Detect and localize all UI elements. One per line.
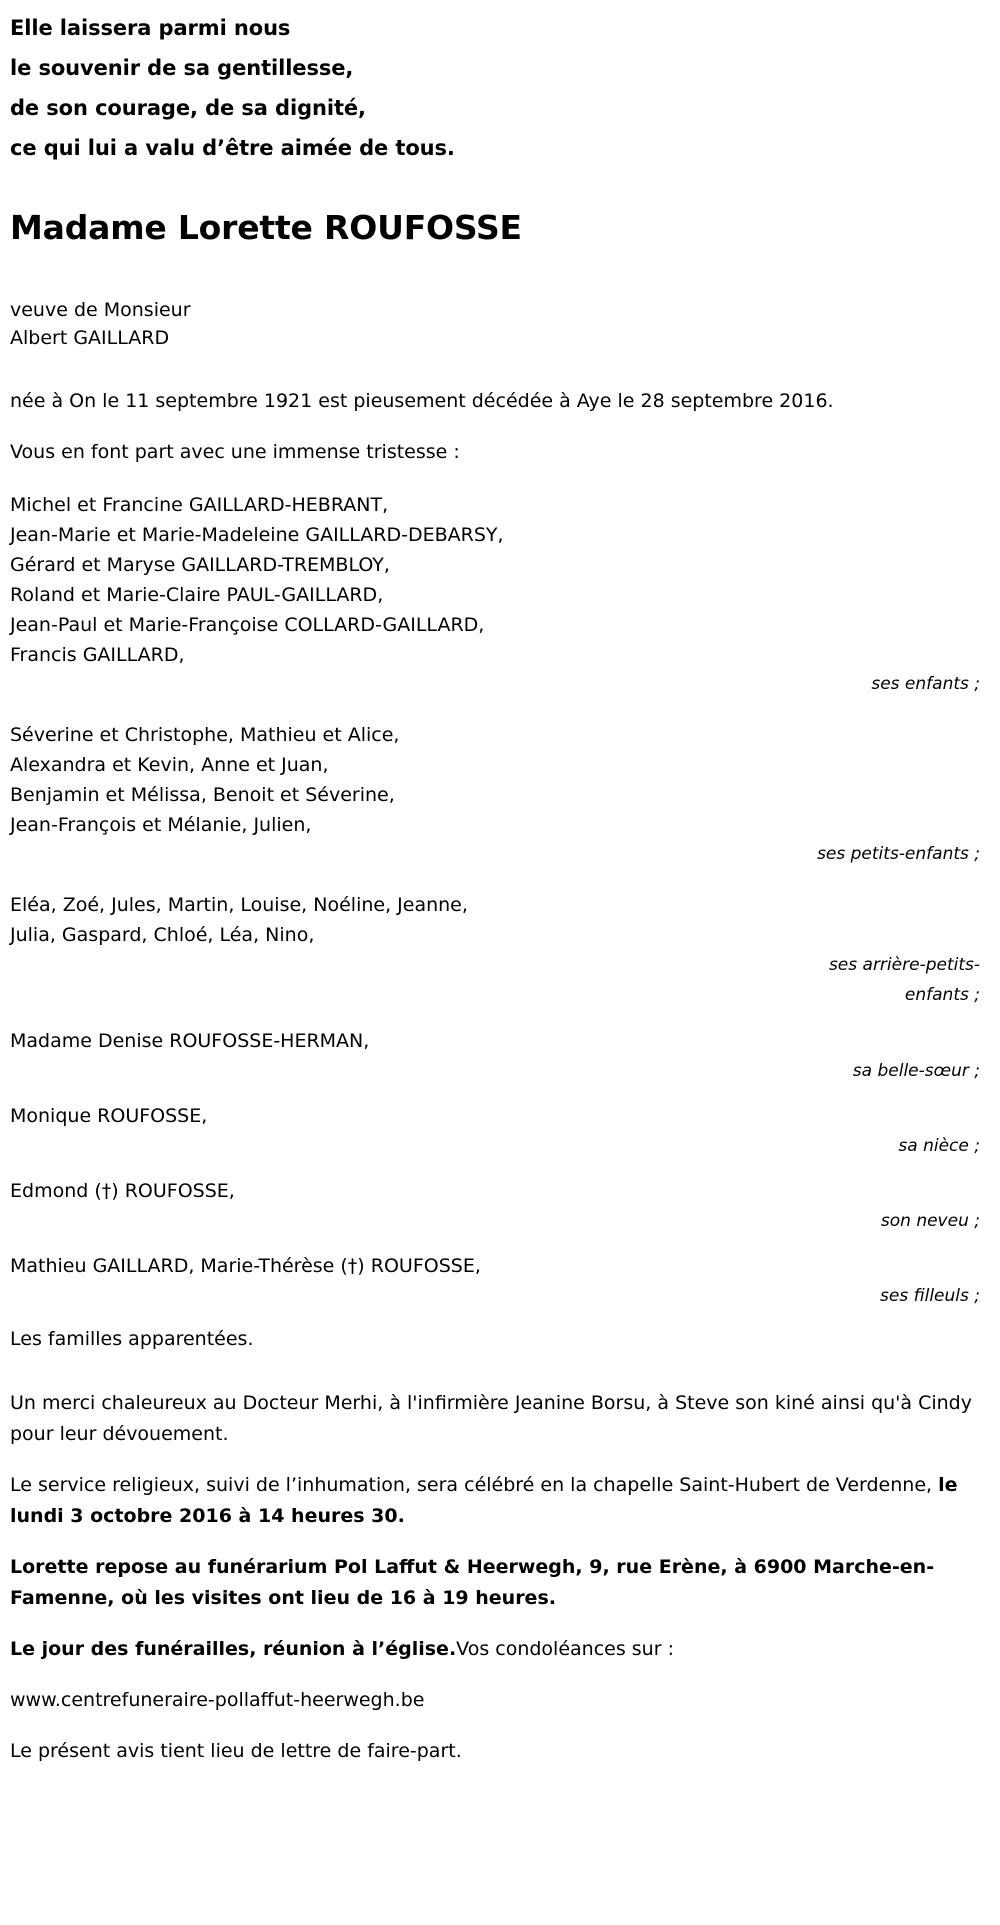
service-paragraph	[10, 1470, 990, 1532]
funerarium-paragraph	[10, 1552, 990, 1614]
family-member: Jean-François et Mélanie, Julien,	[10, 814, 312, 836]
family-group-great-grandchildren	[10, 890, 990, 1010]
family-member: Jean-Marie et Marie-Madeleine GAILLARD-DEBARSY,	[10, 524, 504, 546]
relation-label-children: ses enfants ;	[871, 674, 980, 694]
relation-label-great-grandchildren-line1: ses arrière-petits-	[828, 955, 980, 975]
family-member: Francis GAILLARD,	[10, 644, 185, 666]
announcement: Vous en font part avec une immense tristesse :	[10, 441, 460, 463]
kin-name: Mathieu GAILLARD, Marie-Thérèse (†) ROUFOSSE,	[10, 1255, 481, 1277]
verse-line-2: le souvenir de sa gentillesse,	[10, 56, 354, 80]
opening-verse	[10, 0, 990, 168]
kin-niece	[10, 1101, 990, 1160]
family-member: Julia, Gaspard, Chloé, Léa, Nino,	[10, 924, 315, 946]
relation-label-nephew: son neveu ;	[880, 1211, 980, 1231]
family-member: Michel et Francine GAILLARD-HEBRANT,	[10, 494, 389, 516]
spouse-prefix: veuve de Monsieur	[10, 299, 191, 321]
family-member: Gérard et Maryse GAILLARD-TREMBLOY,	[10, 554, 390, 576]
deceased-name: Madame Lorette ROUFOSSE	[10, 208, 522, 247]
spouse-block	[10, 296, 990, 352]
family-member: Roland et Marie-Claire PAUL-GAILLARD,	[10, 584, 384, 606]
kin-nephew	[10, 1176, 990, 1235]
kin-name: Madame Denise ROUFOSSE-HERMAN,	[10, 1030, 370, 1052]
related-families: Les familles apparentées.	[10, 1328, 254, 1350]
funerarium-text: Lorette repose au funérarium Pol Laffut & Heerwegh, 9, rue Erène, à 6900 Marche-en-Famenne, où les visites ont lieu de 16 à 19 heures.	[10, 1556, 935, 1609]
gathering-bold: Le jour des funérailles, réunion à l’église.	[10, 1638, 457, 1660]
family-member: Eléa, Zoé, Jules, Martin, Louise, Noéline, Jeanne,	[10, 894, 468, 916]
verse-line-1: Elle laissera parmi nous	[10, 16, 291, 40]
family-member: Alexandra et Kevin, Anne et Juan,	[10, 754, 329, 776]
verse-line-4: ce qui lui a valu d’être aimée de tous.	[10, 136, 455, 160]
service-text-regular: Le service religieux, suivi de l’inhumation, sera célébré en la chapelle Saint-Hubert de Verdenne,	[10, 1474, 939, 1496]
gathering-paragraph	[10, 1634, 990, 1665]
kin-sister-in-law	[10, 1026, 990, 1085]
condolences-text: Vos condoléances sur :	[456, 1638, 674, 1660]
family-member: Benjamin et Mélissa, Benoit et Séverine,	[10, 784, 395, 806]
legal-notice: Le présent avis tient lieu de lettre de faire-part.	[10, 1740, 462, 1762]
service-text-bold: le lundi 3 octobre 2016 à 14 heures 30.	[10, 1474, 958, 1527]
family-member: Séverine et Christophe, Mathieu et Alice,	[10, 724, 400, 746]
kin-name: Monique ROUFOSSE,	[10, 1105, 208, 1127]
family-group-grandchildren	[10, 720, 990, 868]
thanks-paragraph: Un merci chaleureux au Docteur Merhi, à l'infirmière Jeanine Borsu, à Steve son kiné ainsi qu'à Cindy pour leur dévouement.	[10, 1392, 972, 1445]
relation-label-great-grandchildren-line2: enfants ;	[904, 985, 980, 1005]
relation-label-grandchildren: ses petits-enfants ;	[817, 844, 980, 864]
family-group-children	[10, 490, 990, 698]
relation-label-sister-in-law: sa belle-sœur ;	[852, 1061, 980, 1081]
kin-godchildren	[10, 1251, 990, 1310]
relation-label-godchildren: ses filleuls ;	[880, 1286, 980, 1306]
kin-name: Edmond (†) ROUFOSSE,	[10, 1180, 235, 1202]
relation-label-niece: sa nièce ;	[898, 1136, 980, 1156]
verse-line-3: de son courage, de sa dignité,	[10, 96, 366, 120]
condolences-website-link[interactable]: www.centrefuneraire-pollaffut-heerwegh.be	[10, 1689, 425, 1711]
life-statement: née à On le 11 septembre 1921 est pieusement décédée à Aye le 28 septembre 2016.	[10, 390, 834, 412]
family-member: Jean-Paul et Marie-Françoise COLLARD-GAILLARD,	[10, 614, 485, 636]
spouse-name: Albert GAILLARD	[10, 327, 170, 349]
